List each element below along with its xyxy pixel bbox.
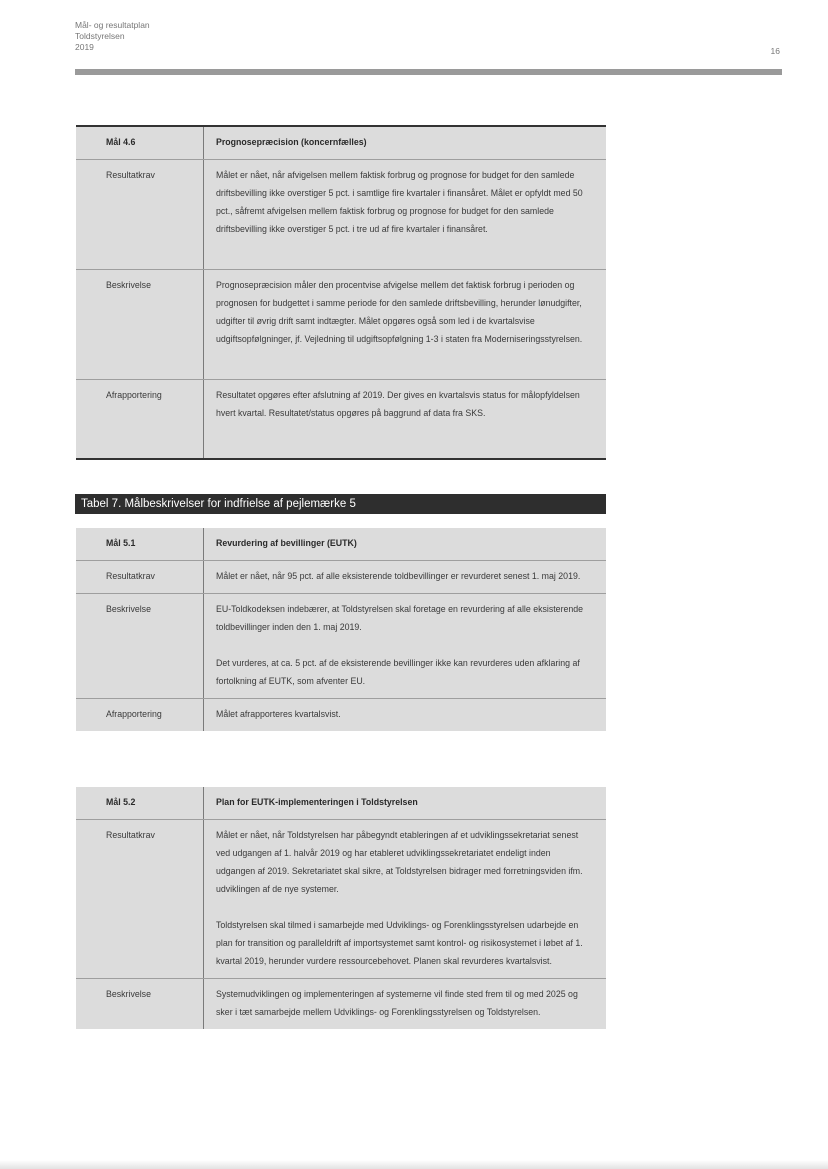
paragraph: Målet er nået, når Toldstyrelsen har påbegyndt etableringen af et udviklingssekretariat senest ved udgangen af 1. halvår 2019 og har etableret udviklingssekretariatet endeligt inden udgangen af 2019. Sekretariatet skal sikre, at Toldstyrelsen bidrager med forretningsviden ifm. udviklingen af de nye systemer. (216, 830, 583, 894)
row-text: Systemudviklingen og implementeringen af systemerne vil finde sted frem til og med 2025 og sker i tæt samarbejde mellem Udviklings- og Forenklingsstyrelsen og Toldstyrelsen. (216, 989, 578, 1017)
table-row (76, 820, 606, 979)
header-year: 2019 (75, 42, 94, 52)
goal-title: Plan for EUTK-implementeringen i Toldstyrelsen (216, 797, 418, 807)
page-bottom-shadow (0, 1160, 828, 1169)
row-label: Beskrivelse (76, 979, 204, 1029)
goal-title: Prognosepræcision (koncernfælles) (216, 137, 367, 147)
paragraph: Toldstyrelsen skal tilmed i samarbejde med Udviklings- og Forenklingsstyrelsen udarbejde en plan for transition og paralleldrift af importsystemet samt kontrol- og risikosystemet i løbet af 1. kvartal 2019, herunder vurdere ressourcebehovet. Planen skal revurderes kvartalsvist. (216, 920, 583, 966)
goal-5-2-table (76, 787, 606, 1029)
row-text: Resultatet opgøres efter afslutning af 2019. Der gives en kvartalsvis status for målopfyldelsen hvert kvartal. Resultatet/status opgøres på baggrund af data fra SKS. (216, 390, 580, 418)
table-row (76, 594, 606, 699)
table-bottom-rule (76, 458, 606, 460)
row-label: Afrapportering (76, 380, 204, 460)
row-text (204, 594, 606, 698)
header-plan-title: Mål- og resultatplan (75, 20, 150, 30)
page-number: 16 (770, 46, 780, 56)
table-row (76, 561, 606, 594)
table-row (76, 270, 606, 380)
table-row (76, 528, 606, 561)
paragraph: EU-Toldkodeksen indebærer, at Toldstyrelsen skal foretage en revurdering af alle eksisterende toldbevillinger inden den 1. maj 2019. (216, 604, 584, 632)
table-row (76, 160, 606, 270)
row-label: Afrapportering (76, 699, 204, 731)
table-row (76, 380, 606, 460)
header-text (75, 20, 150, 53)
row-text: Målet afrapporteres kvartalsvist. (216, 709, 341, 719)
row-label: Resultatkrav (76, 820, 204, 978)
table-row (76, 127, 606, 160)
row-text: Målet er nået, når afvigelsen mellem faktisk forbrug og prognose for budget for den samlede driftsbevilling ikke overstiger 5 pct. i samtlige fire kvartaler i finansåret. Målet er opfyldt med 50 pct., såfremt afvigelsen mellem faktisk forbrug og prognose for budget for den samlede driftsbevilling ikke overstiger 5 pct. i tre ud af fire kvartaler i finansåret. (216, 170, 583, 234)
goal-label: Mål 4.6 (76, 127, 204, 159)
row-text (204, 820, 606, 978)
header-divider (75, 69, 782, 75)
goal-4-6-table (76, 127, 606, 460)
goal-title: Revurdering af bevillinger (EUTK) (216, 538, 357, 548)
goal-label: Mål 5.2 (76, 787, 204, 819)
table-row (76, 699, 606, 731)
paragraph: Det vurderes, at ca. 5 pct. af de eksisterende bevillinger ikke kan revurderes uden afklaring af fortolkning af EUTK, som afventer EU. (216, 658, 580, 686)
header-agency: Toldstyrelsen (75, 31, 125, 41)
row-text: Målet er nået, når 95 pct. af alle eksisterende toldbevillinger er revurderet senest 1. maj 2019. (216, 571, 581, 581)
row-label: Resultatkrav (76, 561, 204, 593)
goal-label: Mål 5.1 (76, 528, 204, 560)
table-row (76, 787, 606, 820)
row-label: Beskrivelse (76, 270, 204, 379)
table-caption: Tabel 7. Målbeskrivelser for indfrielse af pejlemærke 5 (75, 494, 606, 514)
table-row (76, 979, 606, 1029)
goal-5-1-table (76, 528, 606, 731)
row-label: Resultatkrav (76, 160, 204, 269)
row-text: Prognosepræcision måler den procentvise afvigelse mellem det faktisk forbrug i perioden og prognosen for budgettet i samme periode for den samlede driftsbevilling, herunder lønudgifter, udgifter til øvrig drift samt indtægter. Målet opgøres også som led i de kvartalsvise udgiftsopfølgninger, jf. Vejledning til udgiftsopfølgning 1-3 i staten fra Moderniseringsstyrelsen. (216, 280, 583, 344)
row-label: Beskrivelse (76, 594, 204, 698)
